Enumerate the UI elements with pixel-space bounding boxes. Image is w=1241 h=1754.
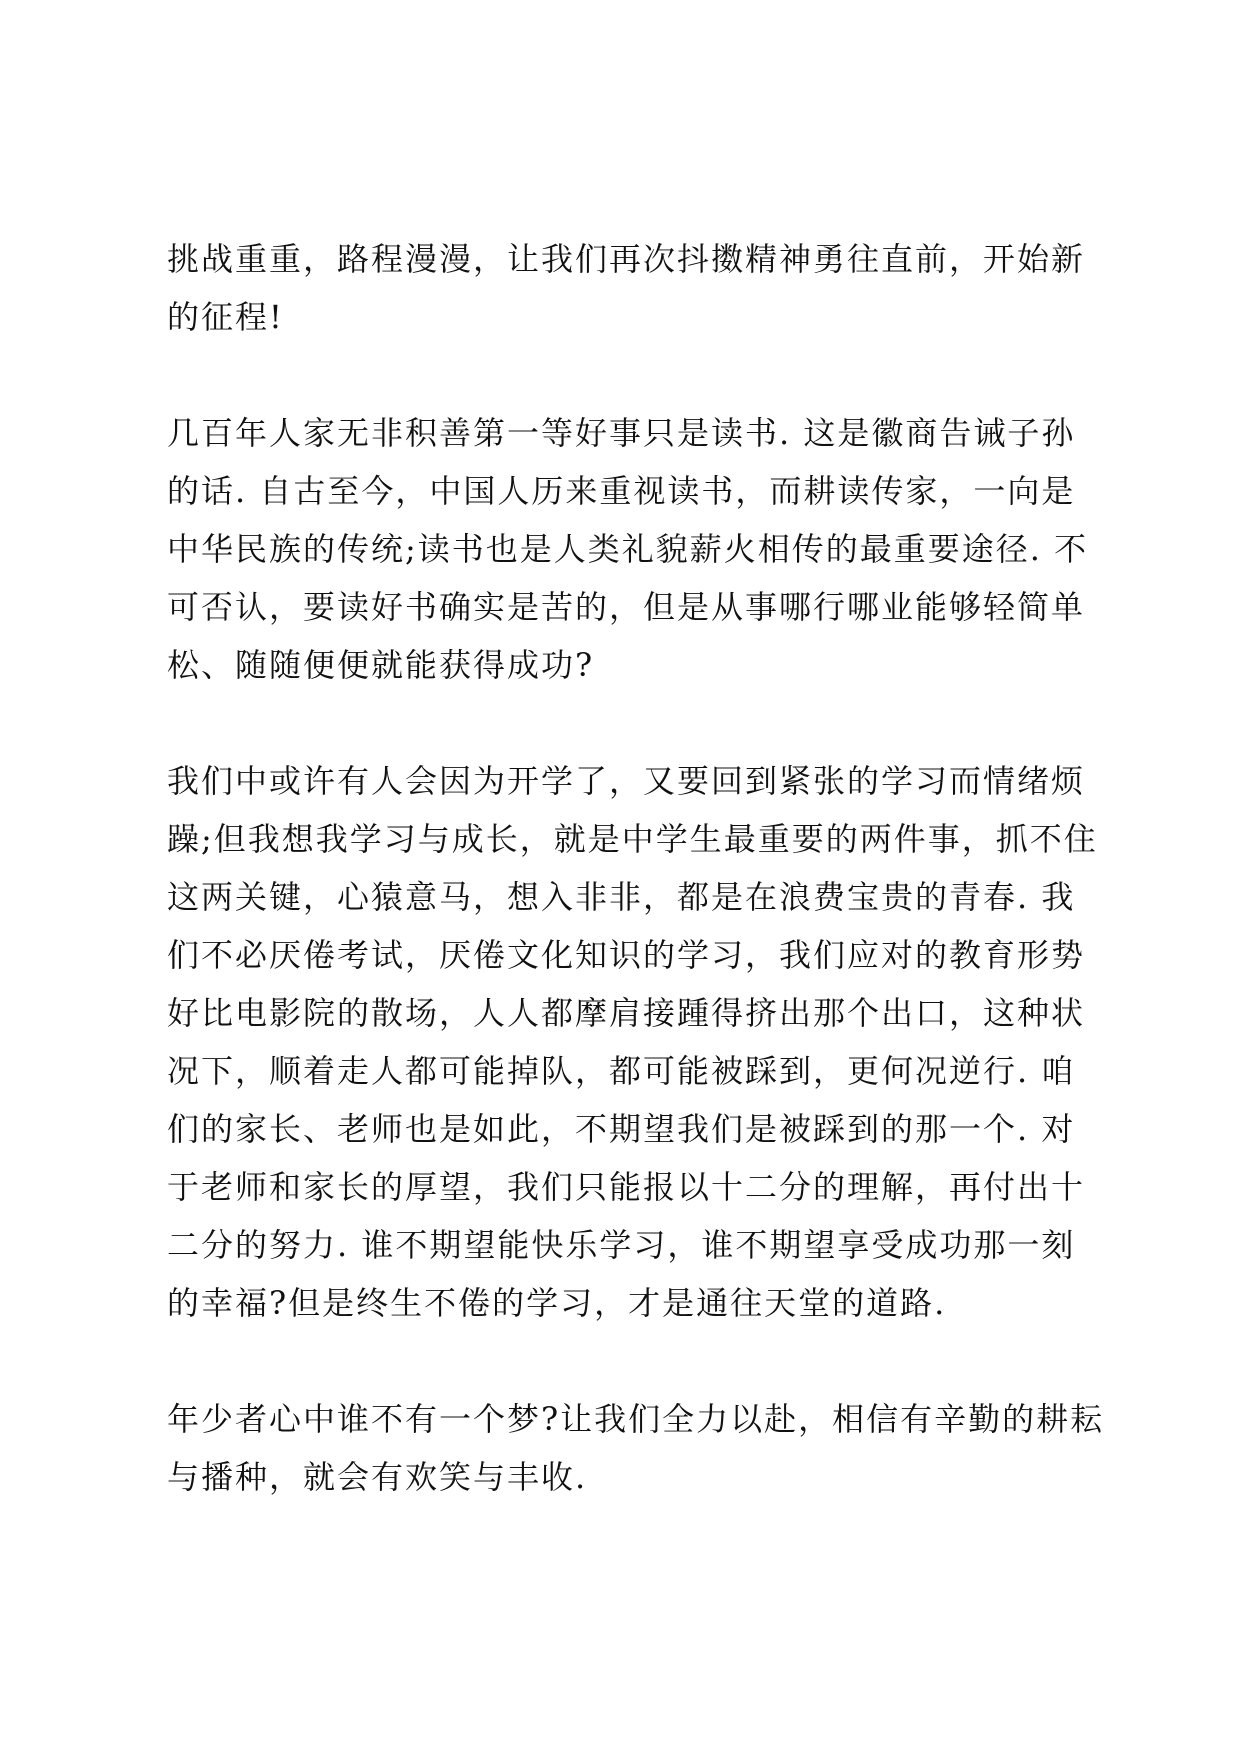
- text-line: 年少者心中谁不有一个梦?让我们全力以赴，相信有辛勤的耕耘: [167, 1400, 1105, 1438]
- paragraph-3: [167, 752, 1098, 1332]
- text-line: 中华民族的传统;读书也是人类礼貌薪火相传的最重要途径. 不: [167, 530, 1089, 568]
- paragraph-2: [167, 404, 1087, 694]
- document-body: [167, 230, 1105, 1564]
- text-line: 松、随随便便就能获得成功?: [167, 646, 595, 684]
- text-line: 我们中或许有人会因为开学了，又要回到紧张的学习而情绪烦: [167, 762, 1086, 800]
- text-line: 们不必厌倦考试，厌倦文化知识的学习，我们应对的教育形势: [167, 936, 1086, 974]
- text-line: 好比电影院的散场，人人都摩肩接踵得挤出那个出口，这种状: [167, 994, 1086, 1032]
- paragraph-4: [167, 1390, 1105, 1506]
- text-line: 与播种，就会有欢笑与丰收.: [167, 1458, 588, 1496]
- text-line: 几百年人家无非积善第一等好事只是读书. 这是徽商告诫子孙: [167, 414, 1076, 452]
- text-line: 的幸福?但是终生不倦的学习，才是通往天堂的道路.: [167, 1284, 947, 1322]
- text-line: 挑战重重，路程漫漫，让我们再次抖擞精神勇往直前，开始新: [167, 240, 1086, 278]
- text-line: 二分的努力. 谁不期望能快乐学习，谁不期望享受成功那一刻: [167, 1226, 1076, 1264]
- text-line: 况下，顺着走人都可能掉队，都可能被踩到，更何况逆行. 咱: [167, 1052, 1076, 1090]
- text-line: 躁;但我想我学习与成长，就是中学生最重要的两件事，抓不住: [167, 820, 1098, 858]
- text-line: 的话. 自古至今，中国人历来重视读书，而耕读传家，一向是: [167, 472, 1076, 510]
- text-line: 这两关键，心猿意马，想入非非，都是在浪费宝贵的青春. 我: [167, 878, 1076, 916]
- paragraph-1: [167, 230, 1087, 346]
- text-line: 于老师和家长的厚望，我们只能报以十二分的理解，再付出十: [167, 1168, 1086, 1206]
- text-line: 们的家长、老师也是如此，不期望我们是被踩到的那一个. 对: [167, 1110, 1076, 1148]
- text-line: 可否认，要读好书确实是苦的，但是从事哪行哪业能够轻简单: [167, 588, 1086, 626]
- text-line: 的征程!: [167, 298, 284, 336]
